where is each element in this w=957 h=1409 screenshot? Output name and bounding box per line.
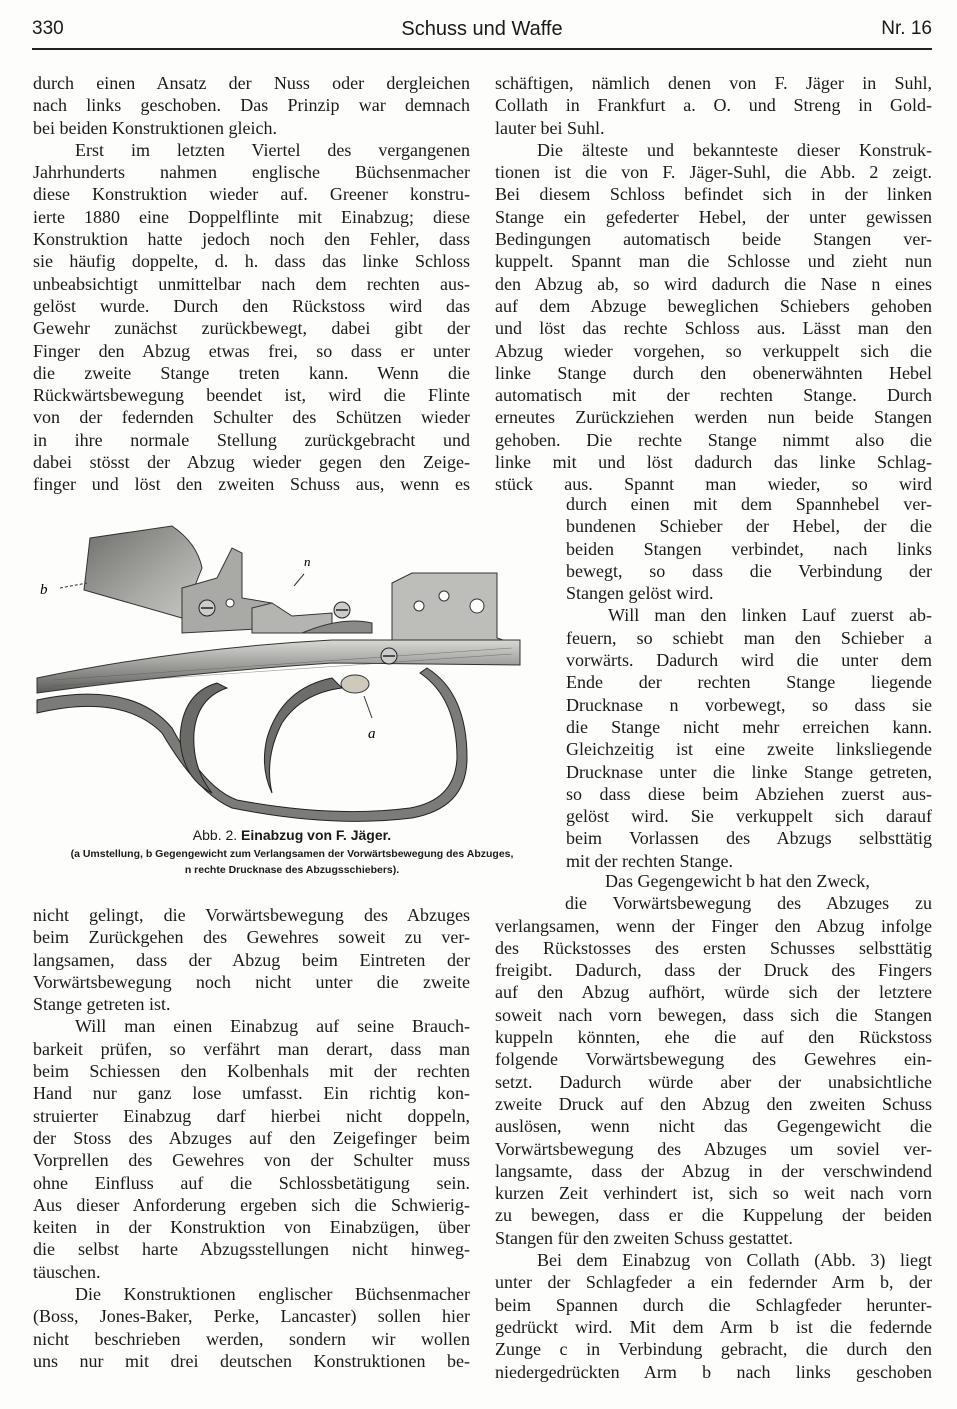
text-line: so dass diese beim Abziehen zuerst aus- [566, 783, 932, 804]
text-line: Hand nur ganz lose umfasst. Ein richtig kon- [33, 1083, 470, 1104]
text-line: gelöst wurde. Durch den Rückstoss wird das [33, 295, 470, 316]
text-line: unter der Schlagfeder a ein federnder Arm b, der [495, 1272, 932, 1293]
running-header [32, 14, 932, 50]
text-line: beim Zurückgehen des Gewehres soweit zu ver- [33, 927, 470, 948]
text-line: Abzug wieder vorgehen, so verkuppelt sich die [495, 340, 932, 361]
text-line: gehoben. Die rechte Stange nimmt also die [495, 429, 932, 450]
text-line: Drucknase unter die linke Stange getreten, [566, 761, 932, 782]
text-line: tionen ist die von F. Jäger-Suhl, die Abb. 2 zeigt. [495, 162, 932, 183]
text-line: Bei diesem Schloss befindet sich in der linken [495, 184, 932, 205]
text-line: Ende der rechten Stange liegende [566, 672, 932, 693]
label-n: n [304, 554, 311, 569]
text-line: Collath in Frankfurt a. O. und Streng in Gold- [495, 95, 932, 116]
text-line: linke mit und löst dadurch das linke Schlag- [495, 452, 932, 473]
text-line: Will man einen Einabzug auf seine Brauch- [75, 1016, 470, 1037]
text-line: Das Gegengewicht b hat den Zweck, [605, 871, 870, 891]
text-line: folgende Vorwärtsbewegung des Gewehres ein- [495, 1049, 932, 1070]
text-line: bei beiden Konstruktionen gleich. [33, 117, 277, 138]
text-line: langsamte, dass der Abzug in der verschwindend [495, 1160, 932, 1181]
text-line: stück aus. Spannt man wieder, so wird [495, 474, 932, 495]
arrow-n [294, 574, 304, 586]
text-line: nicht beschrieben werden, sondern wir wollen [33, 1328, 470, 1349]
right-column-bottom [495, 870, 932, 1383]
text-line: und löst das rechte Schloss aus. Lässt man den [495, 318, 932, 339]
text-line: Zunge c in Verbindung gebracht, die durch den [495, 1339, 932, 1360]
text-line: Drucknase n vorbewegt, so dass sie [566, 694, 932, 715]
text-line: der Stoss des Abzuges auf den Zeigefinger beim [33, 1127, 470, 1148]
trigger-guard [37, 668, 467, 821]
text-line: (Boss, Jones-Baker, Perke, Lancaster) sollen hier [33, 1306, 470, 1327]
text-line: die Vorwärtsbewegung des Abzuges zu [565, 893, 932, 914]
text-line: Rückwärtsbewegung beendet ist, wird die Flinte [33, 385, 470, 406]
text-line: sie häufig doppelte, d. h. dass das linke Schloss [33, 251, 470, 272]
caption-desc-line-2: n rechte Drucknase des Abzugsschiebers). [184, 864, 400, 876]
caption-figure-title: Einabzug von F. Jäger. [241, 827, 392, 843]
text-line: Will man den linken Lauf zuerst ab- [608, 605, 932, 626]
text-line: unbeabsichtigt unmittelbar nach dem rechten aus- [33, 273, 470, 294]
text-line: bewegt, so dass die Verbindung der [566, 560, 932, 581]
text-line: feuern, so schiebt man den Schieber a [566, 627, 932, 648]
text-line: mit der rechten Stange. [566, 850, 733, 871]
text-line: keiten in der Konstruktion von Einabzügen, über [33, 1217, 470, 1238]
text-line: barkeit prüfen, so verfährt man derart, dass man [33, 1038, 470, 1059]
text-line: beim Schiessen den Kolbenhals mit der rechten [33, 1061, 470, 1082]
journal-title: Schuss und Waffe [401, 18, 563, 40]
text-line: zweite Druck auf den Abzug den zweiten Schuss [495, 1093, 932, 1114]
text-line: setzt. Dadurch würde aber der unabsichtliche [495, 1071, 932, 1092]
text-line: dabei stösst der Abzug wieder gegen den Zeige- [33, 452, 470, 473]
text-line: diese Konstruktion wieder auf. Greener konstru- [33, 184, 470, 205]
text-line: Finger den Abzug etwas frei, so dass er unter [33, 340, 470, 361]
text-line: durch einen Ansatz der Nuss oder dergleichen [33, 73, 470, 93]
text-line: Die Konstruktionen englischer Büchsenmacher [75, 1284, 470, 1305]
text-line: Die älteste und bekannteste dieser Konstruk- [537, 139, 932, 160]
text-line: täuschen. [33, 1261, 101, 1282]
caption-figure-number: Abb. 2. [192, 827, 238, 843]
text-line: die selbst harte Abzugsstellungen nicht hinweg- [33, 1239, 470, 1260]
text-line: langsamen, dass der Abzug beim Eintreten der [33, 949, 470, 970]
text-line: beiden Stangen verbindet, nach links [566, 538, 932, 559]
trigger-blade [264, 678, 342, 793]
figure-trigger-mechanism [32, 508, 552, 823]
right-column-wrap-beside-figure [566, 493, 932, 872]
text-line: gedrückt wird. Mit dem Arm b ist die federnde [495, 1316, 932, 1337]
text-line: Stange ein gefederter Hebel, der unter gewissen [495, 206, 932, 227]
text-line: Stange getreten ist. [33, 994, 171, 1015]
trigger-illustration [32, 508, 552, 823]
text-line: kuppelt. Spannt man die Schlosse und zieht nun [495, 251, 932, 272]
text-line: Vorprellen des Gewehres von der Schulter muss [33, 1150, 470, 1171]
text-line: auf dem Abzuge beweglichen Schiebers gehoben [495, 295, 932, 316]
text-line: gelöst wird. Sie verkuppelt sich darauf [566, 806, 932, 827]
left-column-bottom [33, 904, 470, 1372]
text-line: beim Spannen durch die Schlagfeder herunter- [495, 1294, 932, 1315]
text-line: kuppeln könnten, ehe die auf den Rückstoss [495, 1027, 932, 1048]
left-column-top [33, 72, 470, 496]
text-line: vorwärts. Dadurch wird die unter dem [566, 650, 932, 671]
text-line: niedergedrückten Arm b nach links geschoben [495, 1361, 932, 1382]
text-line: soweit nach vorn bewegen, dass sich die Stangen [495, 1004, 932, 1025]
text-line: auslösen, wenn nicht das Gegengewicht die [495, 1116, 932, 1137]
issue-number: Nr. 16 [881, 18, 932, 39]
text-line: kurzen Zeit verhindert ist, sich so weit nach vorn [495, 1183, 932, 1204]
text-line: Gleichzeitig ist eine zweite linksliegende [566, 739, 932, 760]
text-line: ierte 1880 eine Doppelflinte mit Einabzug; diese [33, 206, 470, 227]
text-line: den Abzug ab, so wird dadurch die Nase n eines [495, 273, 932, 294]
text-line: uns nur mit drei deutschen Konstruktionen be- [33, 1350, 470, 1371]
label-a: a [368, 726, 376, 742]
text-line: freigibt. Dadurch, dass der Druck des Fingers [495, 960, 932, 981]
caption-desc-line-1: (a Umstellung, b Gegengewicht zum Verlangsamen der Vorwärtsbewegung des Abzuges, [70, 848, 514, 860]
text-line: von der federnden Schulter des Schützen wieder [33, 407, 470, 428]
text-line: Jahrhunderts nahmen englische Büchsenmacher [33, 162, 470, 183]
text-line: verlangsamen, wenn der Finger den Abzug infolge [495, 915, 932, 936]
text-line: Erst im letzten Viertel des vergangenen [75, 139, 470, 160]
caption-title [32, 827, 552, 843]
text-line: Bedingungen automatisch beide Stangen ver- [495, 229, 932, 250]
text-line: nicht gelingt, die Vorwärtsbewegung des Abzuges [33, 905, 470, 925]
text-line: Stangen für den zweiten Schuss gestattet. [495, 1227, 793, 1248]
right-column-top [495, 72, 932, 496]
text-line: ohne Einfluss auf die Schlossbetätigung sein. [33, 1172, 470, 1193]
text-line: des Rückstosses des ersten Schusses selbsttätig [495, 937, 932, 958]
text-line: linke Stange durch den obenerwähnten Hebel [495, 362, 932, 383]
text-line: Gewehr zunächst zurückbewegt, dabei gibt der [33, 318, 470, 339]
figure-caption [32, 827, 552, 878]
text-line: beim Vorlassen des Abzugs selbsttätig [566, 828, 932, 849]
text-line: die zweite Stange treten kann. Wenn die [33, 362, 470, 383]
text-line: finger und löst den zweiten Schuss aus, wenn es [33, 474, 470, 495]
text-line: Stangen gelöst wird. [566, 583, 714, 604]
trigger-plate [37, 640, 520, 693]
text-line: durch einen mit dem Spannhebel ver- [566, 494, 932, 514]
text-line: struierter Einabzug darf hierbei nicht doppeln, [33, 1105, 470, 1126]
caption-description [32, 846, 552, 878]
text-line: Vorwärtsbewegung noch nicht unter die zweite [33, 971, 470, 992]
text-line: Konstruktion hatte jedoch noch den Fehler, dass [33, 229, 470, 250]
text-line: automatisch mit der rechten Stange. Durch [495, 385, 932, 406]
text-line: erneutes Zurückziehen werden nun beide Stangen [495, 407, 932, 428]
text-line: Vorwärtsbewegung des Abzuges um soviel ver- [495, 1138, 932, 1159]
text-line: bundenen Schieber der Hebel, der die [566, 516, 932, 537]
text-line: Bei dem Einabzug von Collath (Abb. 3) liegt [537, 1250, 932, 1271]
text-line: Aus dieser Anforderung ergeben sich die Schwierig- [33, 1194, 470, 1215]
text-line: nach links geschoben. Das Prinzip war demnach [33, 95, 470, 116]
label-b: b [40, 582, 48, 598]
text-line: lauter bei Suhl. [495, 117, 605, 138]
text-line: schäftigen, nämlich denen von F. Jäger in Suhl, [495, 73, 932, 93]
safety-slider-a [341, 675, 369, 693]
text-line: zu bewegen, dass er die Kuppelung der beiden [495, 1205, 932, 1226]
text-line: in ihre normale Stellung zurückgebracht und [33, 429, 470, 450]
page-number: 330 [32, 18, 64, 39]
text-line: auf den Abzug aufhört, würde sich der letztere [495, 982, 932, 1003]
text-line: die Stange nicht mehr erreichen kann. [566, 716, 932, 737]
